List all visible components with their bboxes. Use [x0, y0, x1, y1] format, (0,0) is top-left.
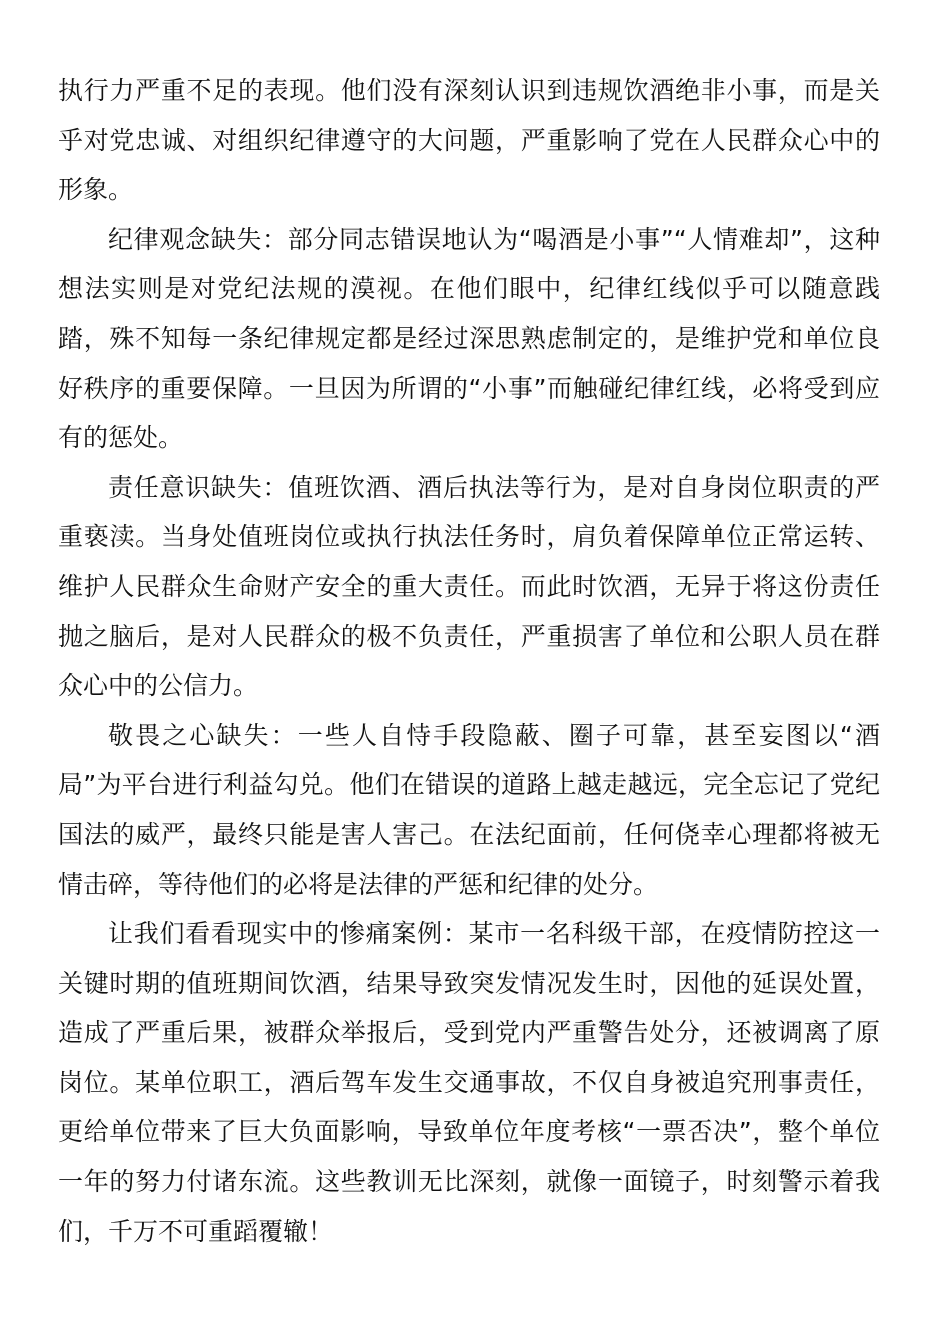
paragraph-responsibility: 责任意识缺失：值班饮酒、酒后执法等行为，是对自身岗位职责的严重亵渎。当身处值班岗位或执行执法任务时，肩负着保障单位正常运转、维护人民群众生命财产安全的重大责任。而此时饮酒，无异于将这份责任抛之脑后，是对人民群众的极不负责任，严重损害了单位和公职人员在群众心中的公信力。 — [58, 472, 880, 701]
paragraph-cases: 让我们看看现实中的惨痛案例：某市一名科级干部，在疫情防控这一关键时期的值班期间饮酒，结果导致突发情况发生时，因他的延误处置，造成了严重后果，被群众举报后，受到党内严重警告处分，还被调离了原岗位。某单位职工，酒后驾车发生交通事故，不仅自身被追究刑事责任，更给单位带来了巨大负面影响，导致单位年度考核“一票否决”，整个单位一年的努力付诸东流。这些教训无比深刻，就像一面镜子，时刻警示着我们，千万不可重蹈覆辙！ — [58, 919, 880, 1246]
paragraph-reverence: 敬畏之心缺失：一些人自恃手段隐蔽、圈子可靠，甚至妄图以“酒局”为平台进行利益勾兑。他们在错误的道路上越走越远，完全忘记了党纪国法的威严，最终只能是害人害己。在法纪面前，任何侥幸心理都将被无情击碎，等待他们的必将是法律的严惩和纪律的处分。 — [58, 720, 880, 899]
paragraph-discipline-concept: 纪律观念缺失：部分同志错误地认为“喝酒是小事”“人情难却”，这种想法实则是对党纪法规的漠视。在他们眼中，纪律红线似乎可以随意践踏，殊不知每一条纪律规定都是经过深思熟虑制定的，是维护党和单位良好秩序的重要保障。一旦因为所谓的“小事”而触碰纪律红线，必将受到应有的惩处。 — [58, 224, 880, 453]
document-page — [58, 66, 880, 1256]
paragraph-continuation: 执行力严重不足的表现。他们没有深刻认识到违规饮酒绝非小事，而是关乎对党忠诚、对组织纪律遵守的大问题，严重影响了党在人民群众心中的形象。 — [58, 76, 880, 205]
